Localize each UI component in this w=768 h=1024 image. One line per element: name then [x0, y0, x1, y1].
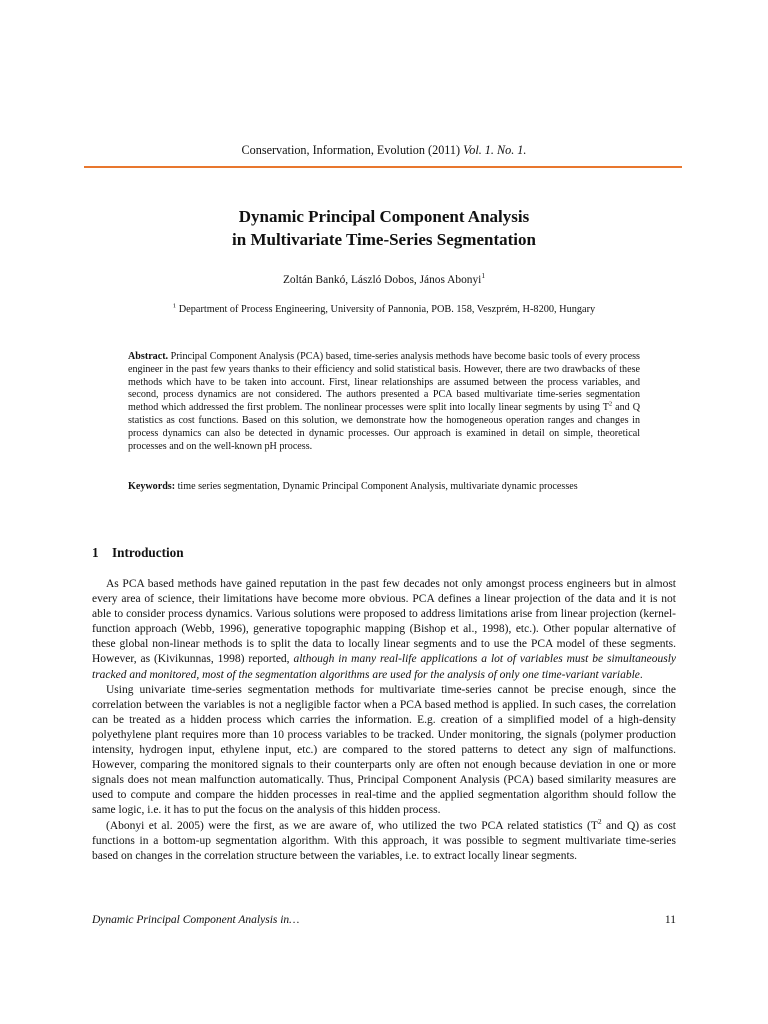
header-rule: [84, 166, 682, 168]
paragraph-3-text-part-2: and Q) as cost functions in a bottom-up segmentation algorithm. With this approach, it was possible to segment multivariate time-series based on changes in the correlation structure between the variables, i.e. to extract locally linear segments.: [92, 819, 676, 862]
paragraph-1: [92, 577, 676, 683]
affiliation-text: Department of Process Engineering, University of Pannonia, POB. 158, Veszprém, H-8200, Hungary: [178, 304, 596, 315]
title-line-2: in Multivariate Time-Series Segmentation: [232, 230, 536, 249]
abstract-text-part-1: Principal Component Analysis (PCA) based, time-series analysis methods have become basic tools of every process engineer in the past few years thanks to their efficiency and solid statistical basis. However, there are two drawbacks of these methods which have to be taken into account. First, linear relationships are assumed between the process variables, and second, process dynamics are not considered. The authors presented a PCA based multivariate time-series segmentation method which addressed the first problem. The nonlinear processes were split into locally linear segments by using T: [128, 351, 640, 414]
keywords-text: time series segmentation, Dynamic Principal Component Analysis, multivariate dynamic processes: [175, 481, 578, 492]
section-heading-introduction: [92, 545, 184, 561]
author-list: [0, 271, 768, 286]
paragraph-1-italic-quote: although in many real-life applications a lot of variables must be simultaneously tracked and monitored, most of the segmentation algorithms are used for the analysis of only one time-variant variable: [92, 653, 677, 681]
abstract-superscript: 2: [608, 400, 613, 408]
page-number: 11: [664, 914, 676, 926]
section-title: Introduction: [112, 545, 184, 560]
affiliation-mark: 1: [172, 302, 177, 310]
page-footer: [92, 914, 676, 926]
abstract: [128, 351, 640, 453]
paragraph-1-end: .: [639, 668, 643, 681]
journal-volume: Vol. 1. No. 1.: [463, 143, 527, 157]
author-names: Zoltán Bankó, László Dobos, János Abonyi: [282, 274, 482, 286]
section-number: 1: [92, 545, 99, 560]
affiliation: [0, 304, 768, 315]
title-line-1: Dynamic Principal Component Analysis: [238, 207, 530, 226]
abstract-text-part-2: and Q statistics as cost functions. Based on this solution, we demonstrate how the homogeneous operation ranges and changes in process dynamics can also be detected in dynamic processes. Our approach is examined in detail on simple, theoretical processes and on the well-known pH process.: [128, 402, 640, 452]
introduction-body: [92, 577, 676, 864]
keywords-label: Keywords:: [128, 481, 176, 492]
paragraph-3-text-part-1: (Abonyi et al. 2005) were the first, as we are aware of, who utilized the two PCA related statistics (T: [106, 819, 598, 832]
paragraph-2: Using univariate time-series segmentation methods for multivariate time-series cannot be precise enough, since the correlation between the variables is not a negligible factor when a PCA based method is applied. In such cases, the correlation can be treated as a hidden process which carries the information. E.g. creation of a simplified model of a high-density polyethylene plant requires more than 10 process variables to be tracked. Under monitoring, the signals (polymer production intensity, hydrogen input, ethylene input, etc.) are compared to the stored patterns to detect any sign of malfunctions. However, comparing the monitored signals to their counterparts only are often not enough because deviation in one or more signals does not mean malfunction automatically. Thus, Principal Component Analysis (PCA) based similarity measures are used to compute and compare the hidden processes in real-time and the applied segmentation algorithm should follow the same logic, i.e. it has to put the focus on the analysis of this hidden process.: [92, 683, 676, 817]
keywords: [128, 481, 640, 494]
paragraph-1-text: As PCA based methods have gained reputation in the past few decades not only amongst process engineers but in almost every area of science, their limitations have become more obvious. PCA defines a linear projection of the data and it is not able to consider process dynamics. Various solutions were proposed to address limitations arise from linear projection (kernel-function approach (Webb, 1996), generative topographic mapping (Bishop et al., 1998), etc.). Other popular alternative of these global non-linear methods is to split the data to locally linear segments and to use the PCA model of these segments. However, as (Kivikunnas, 1998) reported,: [92, 578, 676, 666]
paper-title: [0, 205, 768, 251]
abstract-label: Abstract.: [128, 351, 169, 362]
author-affiliation-mark: 1: [481, 271, 486, 281]
paragraph-3: [92, 816, 676, 864]
journal-header: [0, 143, 768, 158]
paragraph-3-superscript: 2: [597, 816, 602, 826]
footer-running-title: Dynamic Principal Component Analysis in…: [92, 914, 300, 926]
journal-name: Conservation, Information, Evolution (2011): [241, 143, 461, 157]
